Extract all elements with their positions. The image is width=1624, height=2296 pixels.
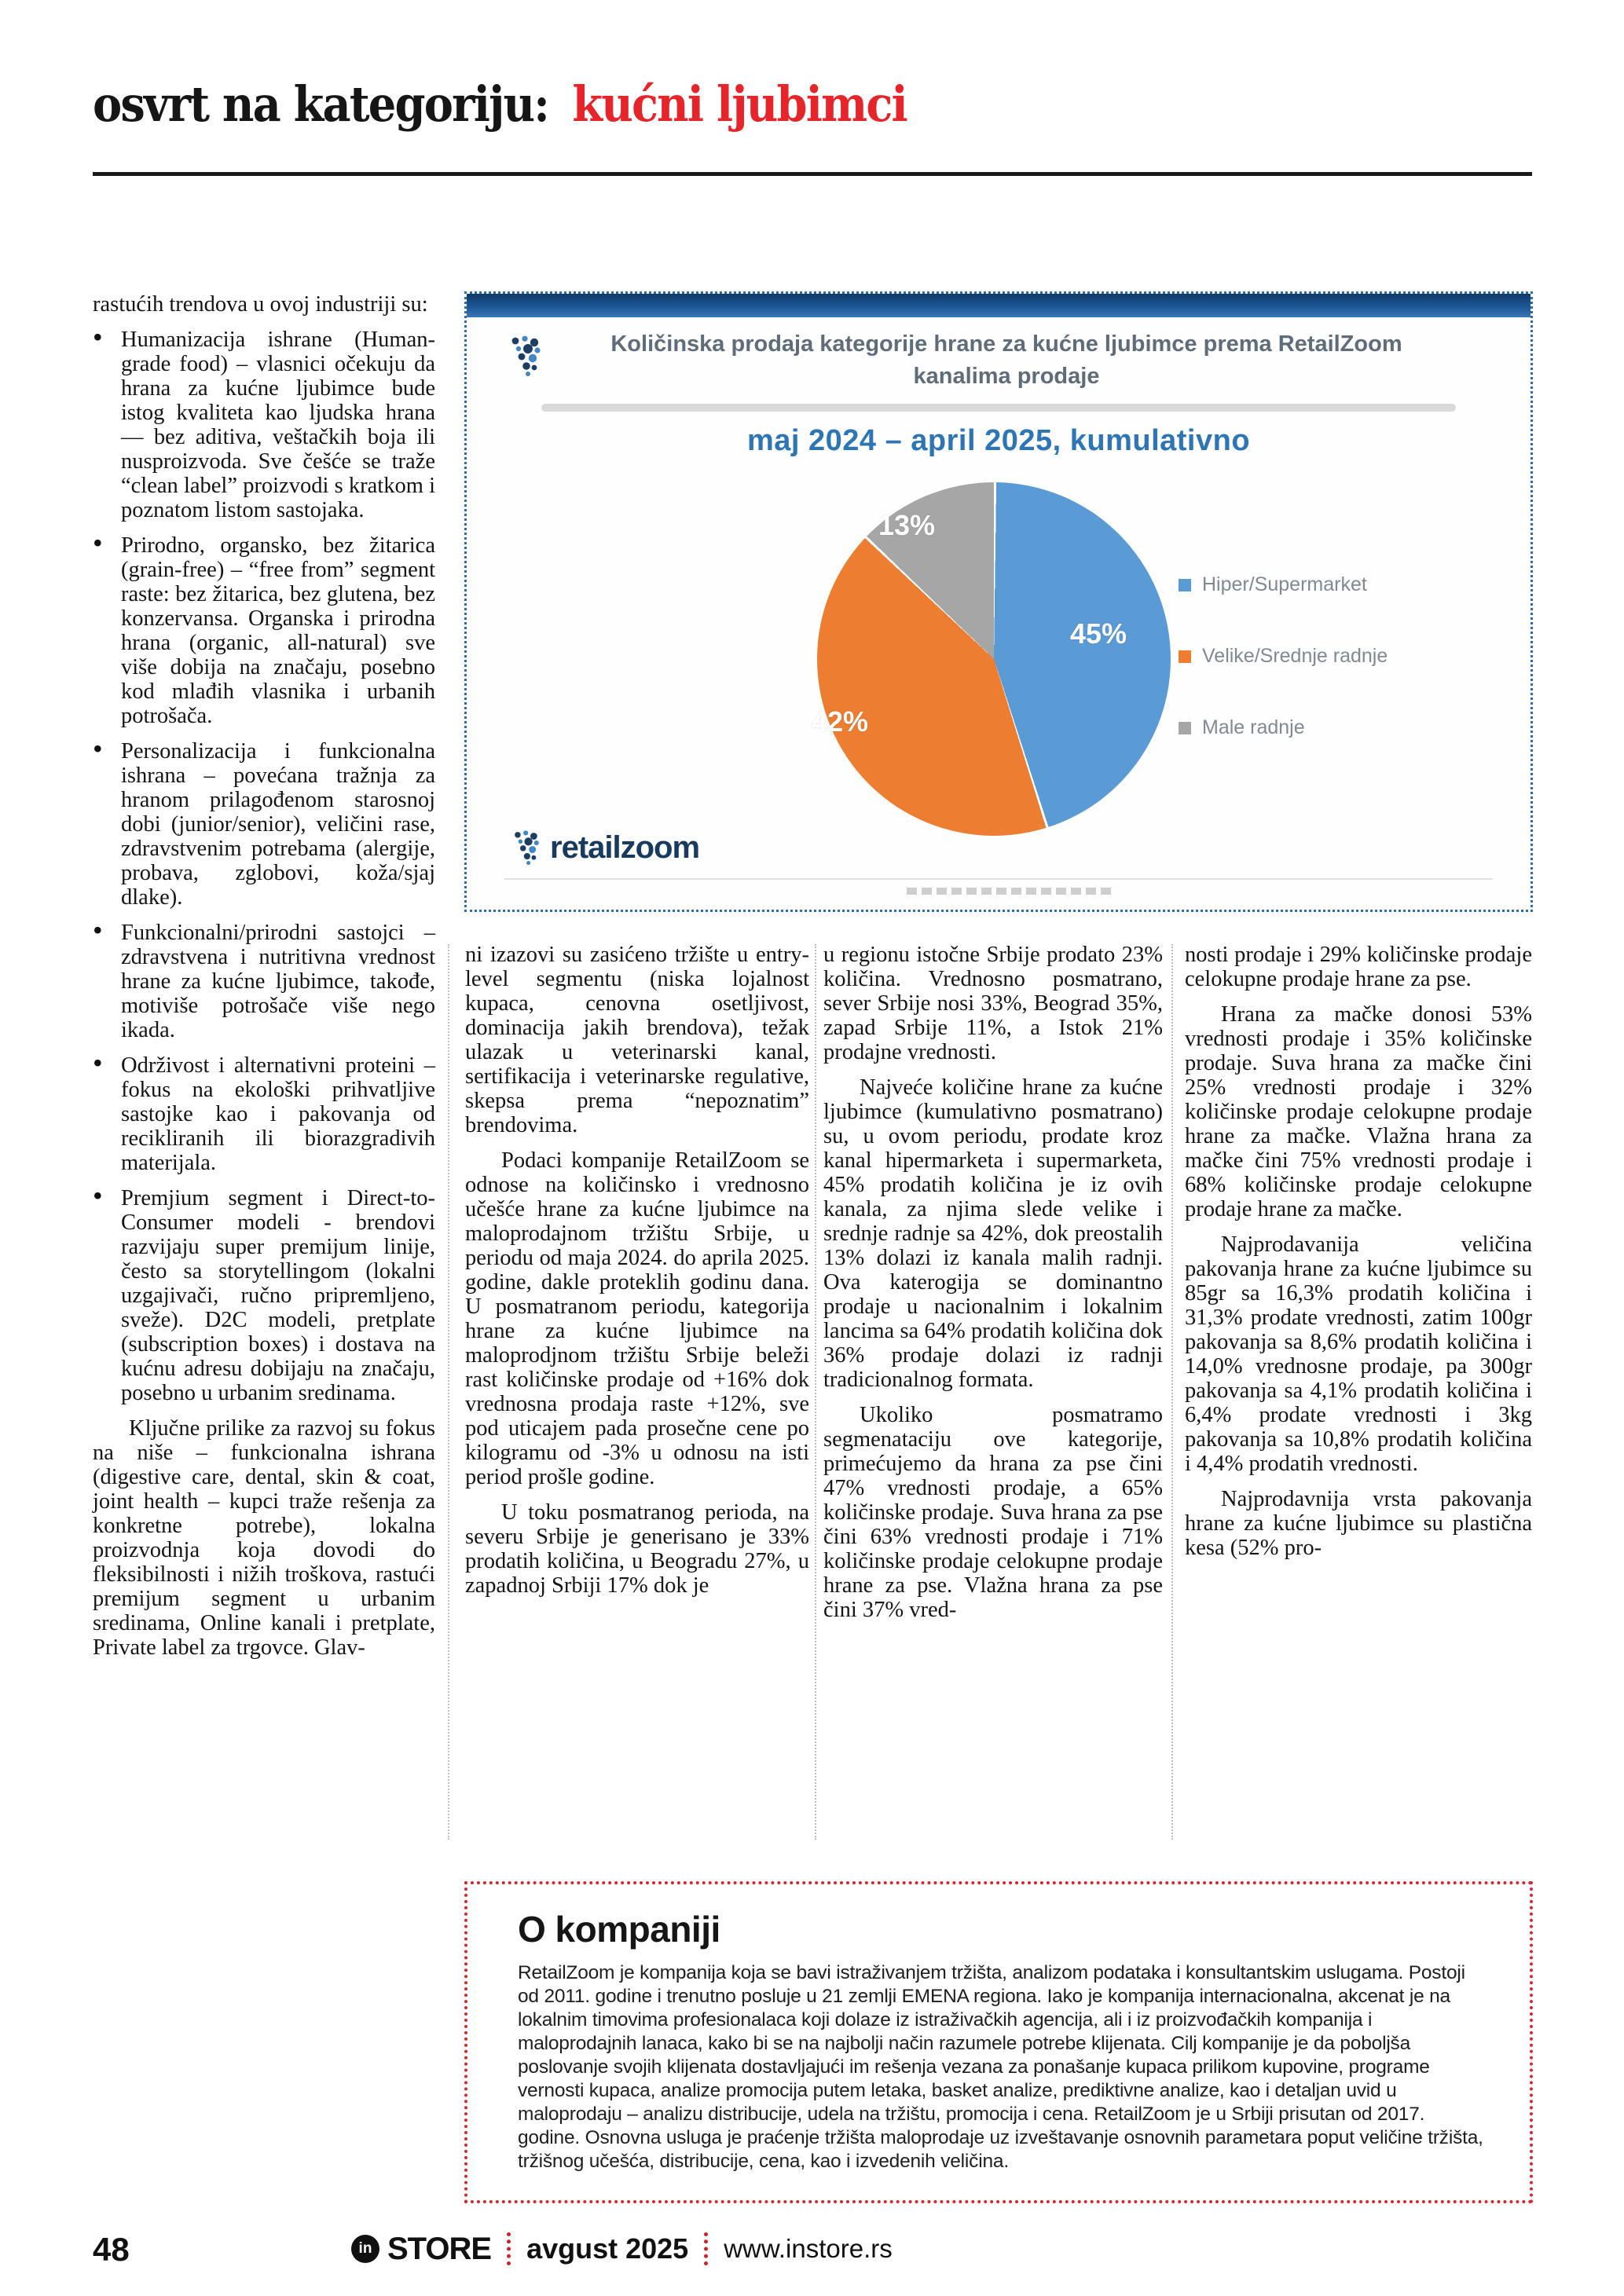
footer-website: www.instore.rs — [724, 2234, 893, 2263]
pie-label-hiper-supermarket: 45% — [1069, 617, 1127, 650]
retailzoom-logo-text: retailzoom — [550, 829, 700, 865]
legend-label: Male radnje — [1202, 716, 1305, 738]
about-company-body: RetailZoom je kompanija koja se bavi istraživanjem tržišta, analizom podataka i konsultantskim uslugama. Postoji od 2011. godine i trenutno posluje u 21 zemlji EMENA regiona. Iako je kompanija internacionalna, akcenat je na lokalnim timovima profesionalaca koji dolaze iz istraživačkih agencija, ali i iz proizvođačkih kompanija i maloprodajnih lanaca, kako bi se na najbolji način razumele potrebe klijenata. Cilj kompanije je da poboljša poslovanje svojih klijenata dostavljajući im rešenja vezana za ponašanje kupaca prilikom kupovine, programe vernosti kupaca, analize promocija putem letaka, basket analize, prediktivne analize, kao i detaljan uvid u maloprodaju – analizu distribucije, udela na tržištu, promocija i cena. RetailZoom je u Srbiji prisutan od 2017. godine. Osnovna usluga je praćenje tržišta maloprodaje uz izveštavanje osnovnih parametara poput veličine tržišta, tržišnog učešća, distribucije, cena, kao i izvedenih veličina. — [518, 1962, 1483, 2172]
paragraph: Najveće količine hrane za kućne ljubimce (kumulativno posmatrano) su, u ovom periodu, prodate kroz kanal hipermarketa i supermarketa, 45% prodatih količina je iz ovih kanala, za njima slede velike i srednje radnje sa 42%, dok preostalih 13% dolazi iz kanala malih radnji. Ova katerogija se dominantno prodaje u nacionalnim i lokalnim lancima sa 64% prodatih količina dok 36% prodaje dolazi iz radnji tradicionalnog formata. — [823, 1075, 1163, 1392]
legend-swatch-orange — [1179, 650, 1191, 663]
pie-chart — [817, 482, 1171, 836]
legend-label: Hiper/Supermarket — [1202, 573, 1367, 595]
trend-bullet-list — [93, 328, 435, 1405]
paragraph: u regionu istočne Srbije prodato 23% količina. Vrednosno posmatrano, sever Srbije nosi 33%, Beograd 35%, zapad Srbije 11%, a Istok 21% prodajne vrednosti. — [823, 943, 1163, 1064]
paragraph: Ukoliko posmatramo segmenataciju ove kategorije, primećujemo da hrana za pse čini 47% vrednosti prodaje, a 65% količinske prodaje. Suva hrana za pse čini 63% vrednosti prodaje i 71% količinske prodaje celokupne prodaje hrane za pse. Vlažna hrana za pse čini 37% vred- — [823, 1403, 1163, 1622]
page-number: 48 — [93, 2231, 130, 2268]
retailzoom-icon — [508, 335, 544, 381]
bullet-item: • Prirodno, organsko, bez žitarica (grain-free) – “free from” segment raste: bez žitarica, bez glutena, bez konzervansa. Organska i prirodna hrana (organic, all-natural) sve više dobija na značaju, posebno kod mlađih vlasnika i urbanih potrošača. — [93, 533, 435, 728]
footer-separator — [507, 2232, 511, 2265]
chart-title-divider — [541, 404, 1456, 412]
chart-source-note — [907, 888, 1111, 895]
page-title-prefix: osvrt na kategoriju: — [93, 75, 549, 133]
legend-item-hiper-supermarket — [1179, 573, 1388, 596]
column-divider — [1171, 944, 1173, 1840]
pie-label-male-radnje: 13% — [878, 509, 936, 541]
legend-item-male-radnje — [1179, 716, 1388, 739]
paragraph: Podaci kompanije RetailZoom se odnose na količinsko i vrednosno učešće hrane za kućne ljubimce na maloprodajnom tržištu Srbije, u periodu od maja 2024. do aprila 2025. godine, dakle proteklih godinu dana. U posmatranom periodu, kategorija hrane za kućne ljubimce na maloprodjnom tržištu Srbije beleži rast količinske prodaje od +16% dok vrednosna prodaja raste +12%, sve pod uticajem pada prosečne cene po kilogramu od -3% u odnosu na isti period prošle godine. — [465, 1148, 809, 1489]
chart-bottom-hairline — [504, 878, 1493, 880]
bullet-item: • Održivost i alternativni proteini – fokus na ekološki prihvatljive sastojke kao i pakovanja od recikliranih ili biorazgradivih materijala. — [93, 1053, 435, 1175]
page-title-category: kućni ljubimci — [572, 75, 907, 133]
footer-separator — [704, 2232, 708, 2265]
about-company-box — [464, 1881, 1533, 2203]
instore-logo-icon: in — [351, 2235, 379, 2263]
paragraph: Najprodavanija veličina pakovanja hrane za kućne ljubimce su 85gr sa 16,3% prodatih količina i 31,3% prodate vrednosti, zatim 100gr pakovanja sa 8,6% prodatih količina i 14,0% vrednosne prodaje, pa 300gr pakovanja sa 4,1% prodatih količina i 6,4% prodate vrednosti i 3kg pakovanja sa 10,8% prodatih količina i 4,4% prodatih vrednosti. — [1185, 1232, 1532, 1476]
pie-label-velike-srednje-radnje: 42% — [811, 705, 869, 738]
page-title — [93, 75, 907, 133]
footer-issue: avgust 2025 — [526, 2232, 689, 2265]
retailzoom-logo — [511, 829, 699, 866]
text-column-1 — [93, 292, 435, 1660]
chart-legend — [1179, 573, 1388, 788]
paragraph: Ključne prilike za razvoj su fokus na niše – funkcionalna ishrana (digestive care, dental, skin & coat, joint health – kupci traže rešenja za konkretne potrebe), lokalna proizvodnja koja dovodi do fleksibilnosti i nižih troškova, rastući premijum segment u urbanim sredinama, Online kanali i pretplate, Private label za trgovce. Glav- — [93, 1416, 435, 1660]
paragraph: Hrana za mačke donosi 53% vrednosti prodaje i 35% količinske prodaje. Suva hrana za mačke čini 25% vrednosti prodaje i 32% količinske prodaje celokupne prodaje hrane za mačke. Vlažna hrana za mačke čini 75% vrednosti prodaje i 68% količinske prodaje celokupne prodaje hrane za mačke. — [1185, 1002, 1532, 1221]
text-column-4 — [1185, 943, 1532, 1560]
retailzoom-pie-chart-panel — [464, 291, 1533, 912]
chart-title: Količinska prodaja kategorije hrane za kućne ljubimce prema RetailZoom kanalima prodaje — [610, 331, 1402, 389]
bullet-item: • Funkcionalni/prirodni sastojci – zdravstvena i nutritivna vrednost hrane za kućne ljubimce, takođe, motiviše potrošače više nego ikada. — [93, 921, 435, 1042]
paragraph: Najprodavnija vrsta pakovanja hrane za kućne ljubimce su plastična kesa (52% pro- — [1185, 1487, 1532, 1560]
bullet-item: • Premjium segment i Direct-to-Consumer modeli - brendovi razvijaju super premijum linije, često sa storytellingom (lokalni uzgajivači, ručno pripremljeno, sveže). D2C modeli, pretplate (subscription boxes) i dostava na kućnu adresu dobijaju na značaju, posebno u urbanim sredinama. — [93, 1186, 435, 1405]
paragraph: rastućih trendova u ovoj industriji su: — [93, 292, 428, 317]
column-divider — [448, 944, 449, 1840]
instore-logo-text: STORE — [387, 2231, 492, 2266]
footer — [351, 2229, 893, 2269]
legend-item-velike-srednje-radnje — [1179, 645, 1388, 668]
bullet-item: • Humanizacija ishrane (Human-grade food) – vlasnici očekuju da hrana za kućne ljubimce bude istog kvaliteta kao ljudska hrana — bez aditiva, veštačkih boja ili nusproizvoda. Sve češće se traže “clean label” proizvodi s kratkom i poznatom listom sastojaka. — [93, 328, 435, 522]
text-column-3 — [823, 943, 1163, 1622]
legend-swatch-gray — [1179, 722, 1191, 734]
paragraph: nosti prodaje i 29% količinske prodaje celokupne prodaje hrane za pse. — [1185, 943, 1532, 991]
legend-label: Velike/Srednje radnje — [1202, 645, 1388, 667]
paragraph: ni izazovi su zasićeno tržište u entry-level segmentu (niska lojalnost kupaca, cenovna osetljivost, dominacija jakih brendova), težak ulazak u veterinarski kanal, sertifikacija i veterinarske regulative, skepsa prema “nepoznatim” brendovima. — [465, 943, 809, 1137]
chart-subtitle: maj 2024 – april 2025, kumulativno — [746, 424, 1251, 457]
text-column-2 — [465, 943, 809, 1598]
about-company-title: O kompaniji — [518, 1909, 720, 1950]
header-rule — [93, 172, 1532, 176]
bullet-item: • Personalizacija i funkcionalna ishrana – povećana tražnja za hranom prilagođenom starosnoj dobi (junior/senior), veličini rase, zdravstvenim potrebama (alergije, probava, zglobovi, koža/sjaj dlake). — [93, 739, 435, 910]
paragraph: U toku posmatranog perioda, na severu Srbije je generisano je 33% prodatih količina, u Beogradu 27%, u zapadnoj Srbiji 17% dok je — [465, 1500, 809, 1598]
chart-top-bar — [467, 294, 1531, 317]
retailzoom-logo-icon — [511, 829, 542, 866]
legend-swatch-blue — [1179, 579, 1191, 591]
column-divider — [815, 944, 816, 1840]
